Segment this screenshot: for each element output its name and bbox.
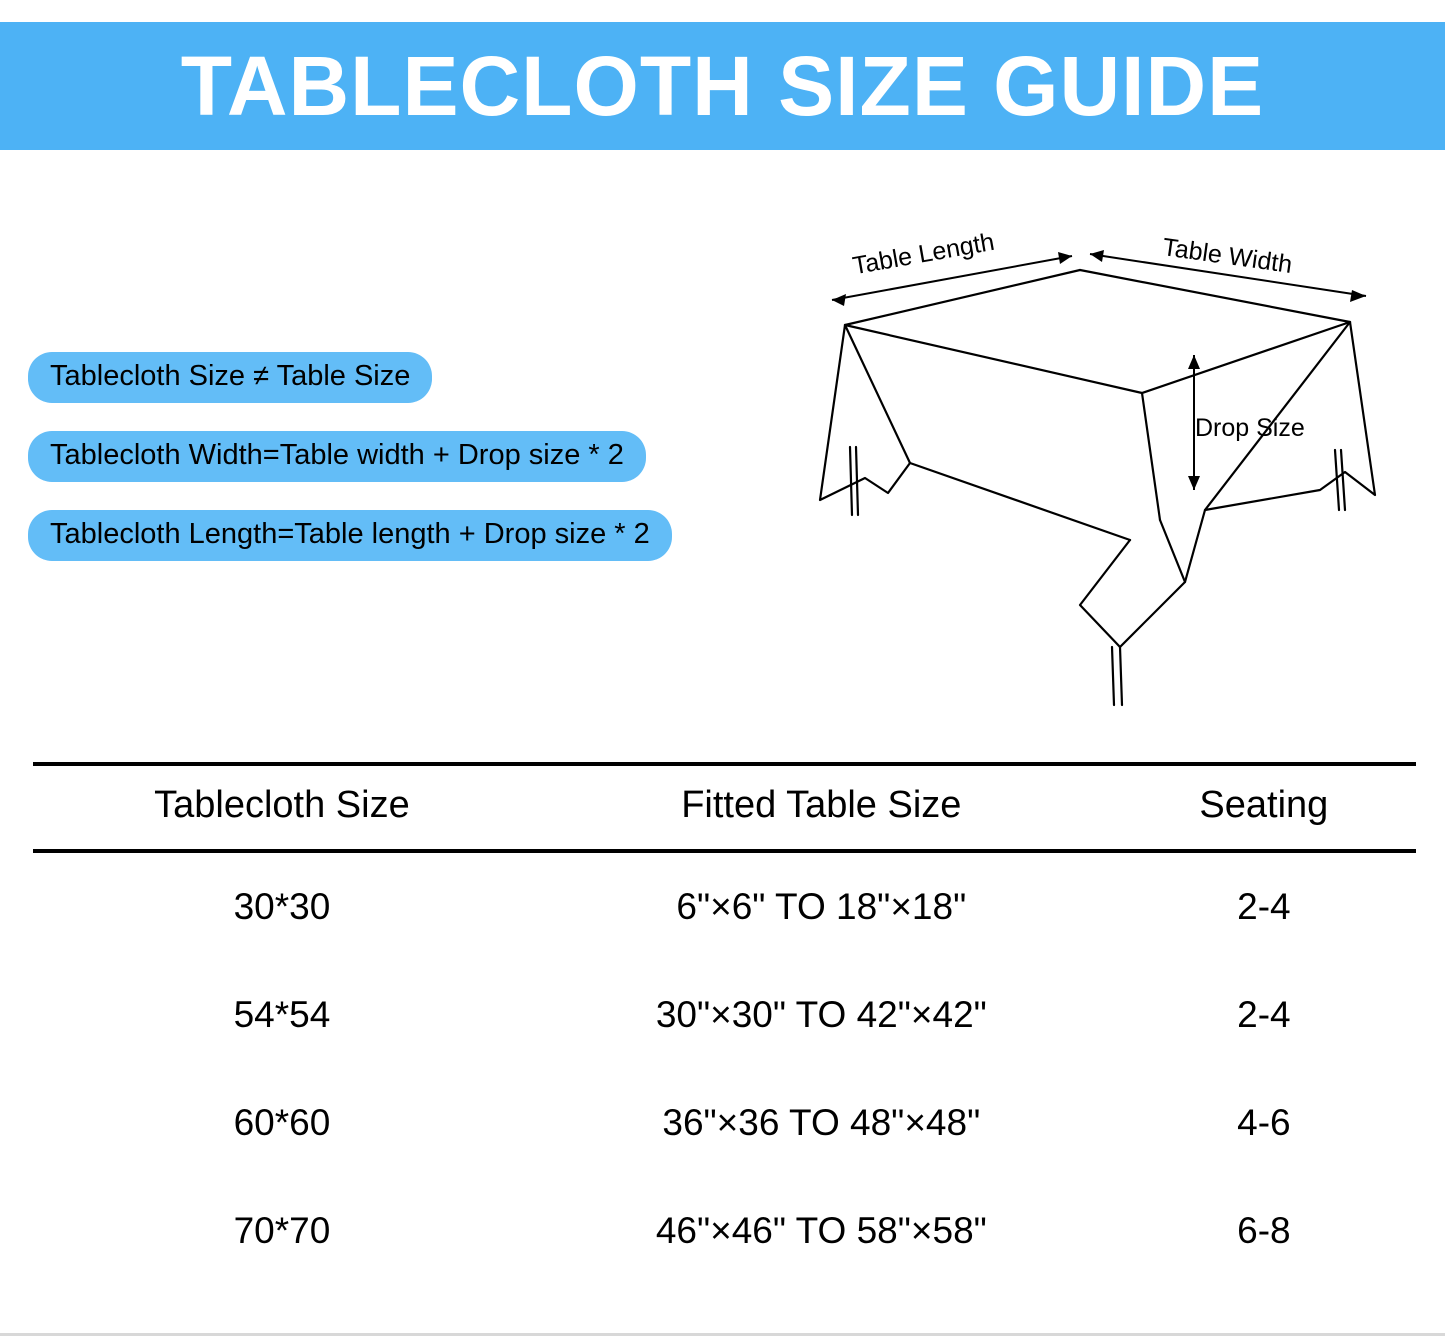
cell-seating: 2-4 — [1237, 994, 1291, 1035]
table-row — [33, 851, 1416, 961]
table-header-row — [33, 764, 1416, 851]
column-header-fitted-table-size: Fitted Table Size — [681, 784, 962, 826]
formula-pill-width: Tablecloth Width=Table width + Drop size * 2 — [28, 431, 646, 482]
cell-tablecloth-size: 54*54 — [233, 994, 331, 1035]
table-body — [33, 851, 1416, 1285]
cell-seating: 4-6 — [1237, 1102, 1291, 1143]
cell-tablecloth-size: 70*70 — [233, 1210, 331, 1251]
pill-row — [28, 352, 828, 431]
cell-fitted-table-size: 36"×36 TO 48"×48" — [662, 1102, 981, 1143]
bottom-divider — [0, 1333, 1445, 1336]
column-header-tablecloth-size: Tablecloth Size — [154, 784, 410, 826]
cell-fitted-table-size: 46"×46" TO 58"×58" — [655, 1210, 987, 1251]
column-header-seating: Seating — [1199, 784, 1329, 826]
formula-pill-group — [28, 352, 828, 589]
cell-tablecloth-size: 30*30 — [233, 886, 331, 927]
tablecloth-diagram — [790, 210, 1430, 710]
page-title: TABLECLOTH SIZE GUIDE — [180, 39, 1265, 133]
header-banner — [0, 22, 1445, 150]
table-header — [33, 764, 1416, 851]
size-guide-table — [33, 762, 1416, 1285]
label-table-length: Table Length — [850, 227, 997, 281]
cell-fitted-table-size: 30"×30" TO 42"×42" — [655, 994, 987, 1035]
cell-seating: 2-4 — [1237, 886, 1291, 927]
tablecloth-illustration — [790, 210, 1430, 710]
cell-seating: 6-8 — [1237, 1210, 1291, 1251]
cell-tablecloth-size: 60*60 — [233, 1102, 331, 1143]
table-row — [33, 1069, 1416, 1177]
cell-fitted-table-size: 6"×6" TO 18"×18" — [676, 886, 967, 927]
table-row — [33, 961, 1416, 1069]
pill-row — [28, 510, 828, 589]
label-table-width: Table Width — [1160, 233, 1295, 279]
table-row — [33, 1177, 1416, 1285]
formula-pill-length: Tablecloth Length=Table length + Drop size * 2 — [28, 510, 672, 561]
formula-pill-size: Tablecloth Size ≠ Table Size — [28, 352, 432, 403]
pill-row — [28, 431, 828, 510]
label-drop-size: Drop Size — [1195, 414, 1305, 442]
